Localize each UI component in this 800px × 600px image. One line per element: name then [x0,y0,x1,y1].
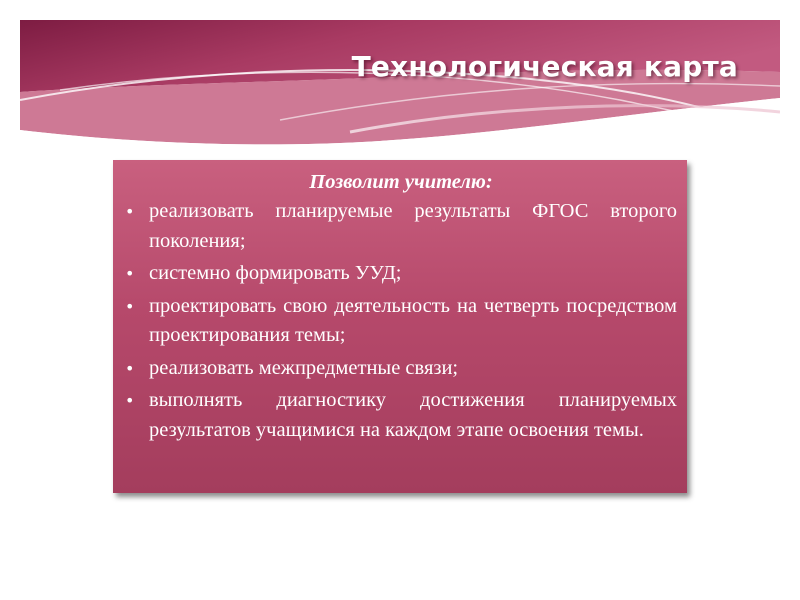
bullet-list [125,197,677,445]
bullet-icon: • [125,202,135,221]
list-item [125,197,677,256]
list-item [125,386,677,445]
list-item-text: реализовать планируемые результаты ФГОС второго поколения; [149,200,677,252]
list-item [125,354,677,384]
list-item-text: системно формировать УУД; [149,262,402,284]
list-item-text: выполнять диагностику достижения планируемых результатов учащимися на каждом этапе освоения темы. [149,389,677,441]
list-item [125,259,677,289]
list-item-text: проектировать свою деятельность на четверть посредством проектирования темы; [149,294,677,346]
header-band [20,20,780,160]
bullet-icon: • [125,264,135,283]
list-item-text: реализовать межпредметные связи; [149,356,459,379]
bullet-icon: • [125,296,135,316]
content-box [113,160,687,493]
box-heading: Позволит учителю: [309,171,493,193]
list-item [125,292,677,351]
bullet-icon: • [125,391,135,410]
slide-title: Технологическая карта [351,50,738,83]
header-wave-graphic [20,20,780,160]
bullet-icon: • [125,358,135,378]
